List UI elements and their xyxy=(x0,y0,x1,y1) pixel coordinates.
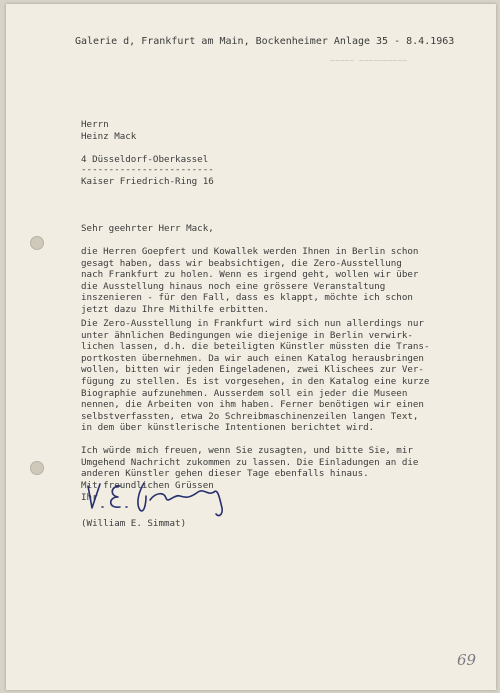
handwritten-signature xyxy=(80,478,250,520)
closing: Mit freundlichen Grüssen Ihr xyxy=(81,480,214,503)
recipient-city: 4 Düsseldorf-Oberkassel xyxy=(81,154,209,165)
paragraph-2: Die Zero-Ausstellung in Frankfurt wird sich nun allerdings nur unter ähnlichen Bedingungen wie diejenige in Berlin verwirk- lichen lassen, d.h. die beteiligten Künstler müssten die Trans- portkosten übernehmen. Da wir auch einen Katalog herausbringen wollen, bitten wir jeden Eingeladenen, zwei Klischees zur Ver- fügung zu stellen. Es ist vorgesehen, in den Katalog eine kurze Biographie aufzunehmen. Ausserdem soll ein jeder die Museen nennen, die Arbeiten von ihm haben. Ferner benötigen wir einen selbstverfassten, etwa 2o Schreibmaschinenzeilen langen Text, in dem über künstlerische Intentionen berichtet wird. xyxy=(81,318,430,434)
faint-stamp: ~~~~~ ~~~~~~~~~~ xyxy=(330,56,408,65)
typed-signature-name: (William E. Simmat) xyxy=(81,518,187,529)
recipient-separator: ------------------------ xyxy=(81,164,214,175)
recipient-salutation: Herrn xyxy=(81,119,109,130)
page-number: 69 xyxy=(457,651,477,669)
recipient-name: Heinz Mack xyxy=(81,131,137,142)
greeting: Sehr geehrter Herr Mack, xyxy=(81,223,214,234)
punch-hole-bottom xyxy=(30,461,44,475)
paragraph-1: die Herren Goepfert und Kowallek werden Ihnen in Berlin schon gesagt haben, dass wir beabsichtigen, die Zero-Ausstellung nach Frankfurt zu holen. Wenn es irgend geht, wollen wir über die Ausstellung hinaus noch eine grössere Veranstaltung inszenieren - für den Fall, dass es klappt, möchte ich schon jetzt dazu Ihre Mithilfe erbitten. xyxy=(81,246,419,315)
letterhead: Galerie d, Frankfurt am Main, Bockenheimer Anlage 35 - 8.4.1963 xyxy=(75,36,455,47)
punch-hole-top xyxy=(30,236,44,250)
paragraph-3: Ich würde mich freuen, wenn Sie zusagten, und bitte Sie, mir Umgehend Nachricht zukommen zu lassen. Die Einladungen an die anderen Künstler gehen dieser Tage ebenfalls hinaus. xyxy=(81,445,419,480)
recipient-street: Kaiser Friedrich-Ring 16 xyxy=(81,176,214,187)
